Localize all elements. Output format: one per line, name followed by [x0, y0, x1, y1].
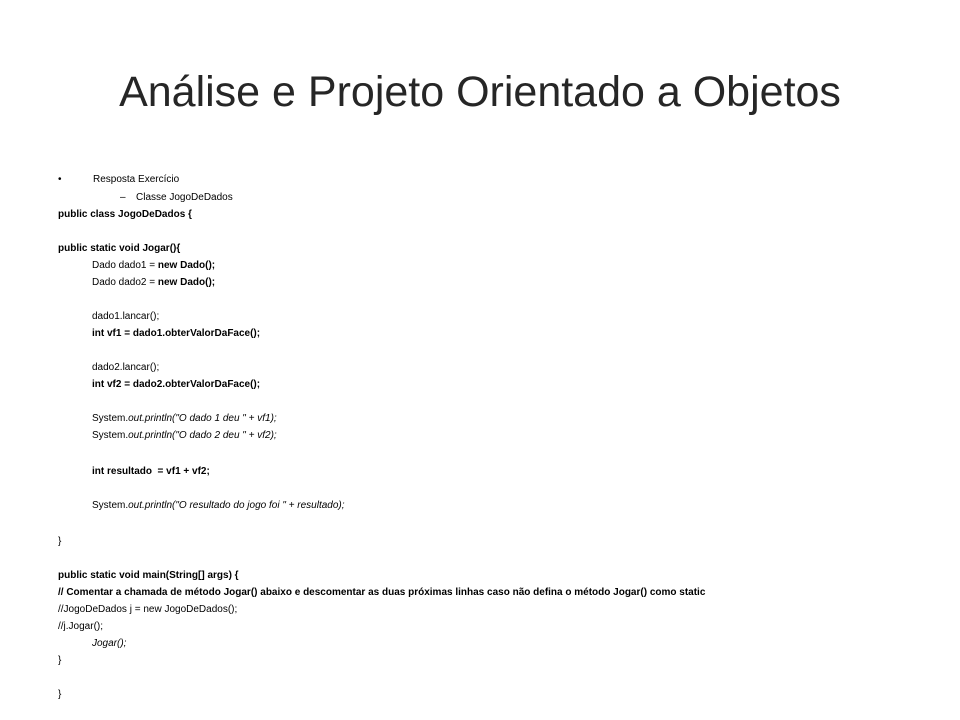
code-line: public static void main(String[] args) {: [58, 570, 239, 581]
code-line: int vf1 = dado1.obterValorDaFace();: [92, 328, 261, 339]
code-line: //j.Jogar();: [58, 621, 104, 632]
code-line: //JogoDeDados j = new JogoDeDados();: [58, 604, 238, 615]
code-fragment: System.: [92, 430, 129, 441]
code-line: int vf2 = dado2.obterValorDaFace();: [92, 379, 261, 390]
code-line: dado2.lancar();: [92, 362, 160, 373]
code-fragment: Dado dado2 =: [92, 277, 158, 288]
sub-bullet-dash: –: [120, 192, 126, 203]
code-line: [92, 276, 215, 290]
code-fragment: System.: [92, 500, 129, 511]
code-fragment: Dado dado1 =: [92, 260, 158, 271]
code-line: }: [58, 536, 62, 547]
code-fragment: out.println("O resultado do jogo foi " + resultado);: [128, 500, 345, 511]
code-line: }: [58, 655, 62, 666]
code-line: int resultado = vf1 + vf2;: [92, 466, 210, 477]
code-fragment: new Dado();: [157, 260, 216, 271]
bullet-text: Resposta Exercício: [93, 174, 180, 185]
code-line: [92, 412, 277, 426]
code-line: [92, 499, 345, 513]
bullet-dot: •: [58, 174, 62, 185]
code-line: [92, 429, 277, 443]
code-fragment: new Dado();: [157, 277, 216, 288]
slide-title: Análise e Projeto Orientado a Objetos: [119, 68, 841, 116]
sub-bullet-text: Classe JogoDeDados: [136, 192, 233, 203]
code-line: }: [58, 689, 62, 700]
code-fragment: out.println("O dado 2 deu " + vf2);: [128, 430, 277, 441]
code-fragment: out.println("O dado 1 deu " + vf1);: [128, 413, 277, 424]
code-fragment: System.: [92, 413, 129, 424]
code-line: dado1.lancar();: [92, 311, 160, 322]
code-line: public class JogoDeDados {: [58, 209, 192, 220]
code-line: // Comentar a chamada de método Jogar() abaixo e descomentar as duas próximas linhas caso não defina o método Jogar() como static: [58, 587, 706, 598]
code-line: Jogar();: [92, 638, 127, 649]
code-line: public static void Jogar(){: [58, 243, 181, 254]
code-line: [92, 259, 215, 273]
